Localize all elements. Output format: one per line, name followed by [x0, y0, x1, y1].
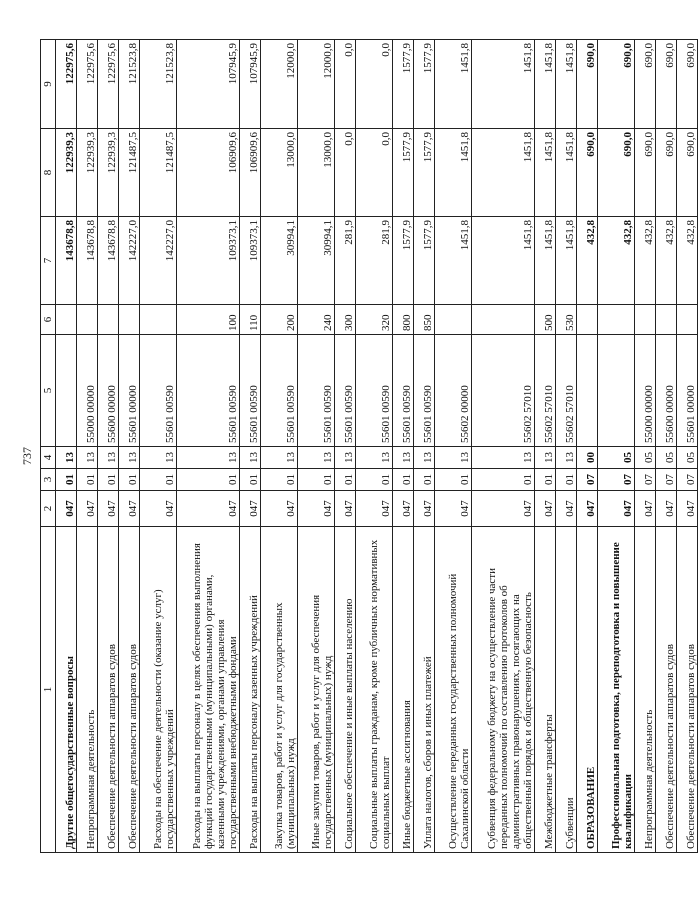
amount-year1-cell: 30994,1	[261, 217, 298, 305]
amount-year2-cell: 121487,5	[119, 129, 140, 217]
section-code-cell: 01	[177, 469, 240, 491]
amount-year2-cell: 13000,0	[261, 129, 298, 217]
table-row	[261, 40, 298, 853]
target-article-cell: 55601 00590	[414, 335, 435, 447]
row-name-cell: Иные бюджетные ассигнования	[393, 527, 414, 853]
target-article-cell	[577, 335, 598, 447]
amount-year3-cell: 1451,8	[556, 40, 577, 129]
amount-year1-cell: 109373,1	[177, 217, 240, 305]
row-name-cell: Непрограммная деятельность	[635, 527, 656, 853]
section-code-cell: 01	[414, 469, 435, 491]
amount-year2-cell: 690,0	[598, 129, 635, 217]
table-row	[635, 40, 656, 853]
amount-year1-cell: 1451,8	[535, 217, 556, 305]
target-article-cell: 55601 00590	[240, 335, 261, 447]
section-code-cell: 01	[298, 469, 335, 491]
admin-code-cell: 047	[56, 491, 77, 527]
row-name-cell: Расходы на выплаты персоналу в целях обеспечения выполнения функций государственными (муниципальными) органами, казенными учреждениями, органами управления государственными внебюджетными фондами	[177, 527, 240, 853]
header-row	[41, 40, 56, 853]
table-row	[598, 40, 635, 853]
subsection-code-cell: 05	[635, 447, 656, 469]
admin-code-cell: 047	[119, 491, 140, 527]
table-row	[414, 40, 435, 853]
admin-code-cell: 047	[298, 491, 335, 527]
section-code-cell: 01	[261, 469, 298, 491]
amount-year1-cell: 432,8	[577, 217, 598, 305]
section-code-cell: 01	[77, 469, 98, 491]
amount-year2-cell: 0,0	[335, 129, 356, 217]
amount-year3-cell: 1451,8	[472, 40, 535, 129]
budget-table	[40, 39, 698, 853]
admin-code-cell: 047	[435, 491, 472, 527]
amount-year2-cell: 1451,8	[556, 129, 577, 217]
target-article-cell: 55000 00000	[635, 335, 656, 447]
section-code-cell: 07	[577, 469, 598, 491]
subsection-code-cell: 13	[535, 447, 556, 469]
row-name-cell: Профессиональная подготовка, переподготовка и повышение квалификации	[598, 527, 635, 853]
row-name-cell: Иные закупки товаров, работ и услуг для обеспечения государственных (муниципальных) нужд	[298, 527, 335, 853]
header-cell: 4	[41, 447, 56, 469]
subsection-code-cell: 05	[598, 447, 635, 469]
amount-year3-cell: 690,0	[598, 40, 635, 129]
table-row	[240, 40, 261, 853]
row-name-cell: Уплата налогов, сборов и иных платежей	[414, 527, 435, 853]
header-cell: 9	[41, 40, 56, 129]
subsection-code-cell: 13	[298, 447, 335, 469]
target-article-cell: 55600 00000	[98, 335, 119, 447]
row-name-cell: Обеспечение деятельности аппаратов судов	[119, 527, 140, 853]
expense-type-cell	[140, 305, 177, 335]
admin-code-cell: 047	[556, 491, 577, 527]
subsection-code-cell: 13	[240, 447, 261, 469]
amount-year2-cell: 1451,8	[535, 129, 556, 217]
amount-year1-cell: 432,8	[656, 217, 677, 305]
section-code-cell: 01	[435, 469, 472, 491]
row-name-cell: Обеспечение деятельности аппаратов судов	[98, 527, 119, 853]
section-code-cell: 07	[656, 469, 677, 491]
target-article-cell: 55601 00590	[393, 335, 414, 447]
table-row	[356, 40, 393, 853]
admin-code-cell: 047	[261, 491, 298, 527]
section-code-cell: 07	[677, 469, 698, 491]
target-article-cell: 55601 00590	[335, 335, 356, 447]
target-article-cell	[56, 335, 77, 447]
amount-year1-cell: 1451,8	[435, 217, 472, 305]
subsection-code-cell: 13	[119, 447, 140, 469]
row-name-cell: Социальные выплаты гражданам, кроме публичных нормативных социальных выплат	[356, 527, 393, 853]
table-row	[177, 40, 240, 853]
amount-year1-cell: 142227,0	[140, 217, 177, 305]
amount-year2-cell: 1451,8	[472, 129, 535, 217]
row-name-cell: Закупка товаров, работ и услуг для государственных (муниципальных) нужд	[261, 527, 298, 853]
admin-code-cell: 047	[677, 491, 698, 527]
amount-year2-cell: 106909,6	[240, 129, 261, 217]
header-cell: 5	[41, 335, 56, 447]
admin-code-cell: 047	[77, 491, 98, 527]
amount-year3-cell: 122975,6	[56, 40, 77, 129]
table-body	[41, 40, 698, 853]
target-article-cell: 55601 00590	[298, 335, 335, 447]
amount-year1-cell: 432,8	[677, 217, 698, 305]
target-article-cell: 55601 00590	[261, 335, 298, 447]
row-name-cell: Субвенции	[556, 527, 577, 853]
table-row	[393, 40, 414, 853]
amount-year3-cell: 690,0	[635, 40, 656, 129]
subsection-code-cell: 13	[98, 447, 119, 469]
page-number: 737	[20, 447, 34, 465]
section-code-cell: 01	[56, 469, 77, 491]
table-row	[656, 40, 677, 853]
target-article-cell: 55601 00000	[119, 335, 140, 447]
amount-year3-cell: 690,0	[577, 40, 598, 129]
amount-year3-cell: 12000,0	[261, 40, 298, 129]
expense-type-cell	[119, 305, 140, 335]
row-name-cell: Расходы на выплаты персоналу казенных учреждений	[240, 527, 261, 853]
row-name-cell: Межбюджетные трансферты	[535, 527, 556, 853]
subsection-code-cell: 13	[56, 447, 77, 469]
amount-year1-cell: 1451,8	[556, 217, 577, 305]
admin-code-cell: 047	[414, 491, 435, 527]
section-code-cell: 01	[140, 469, 177, 491]
amount-year3-cell: 1451,8	[535, 40, 556, 129]
table-row	[98, 40, 119, 853]
amount-year1-cell: 1577,9	[393, 217, 414, 305]
amount-year2-cell: 122939,3	[56, 129, 77, 217]
row-name-cell: Другие общегосударственные вопросы	[56, 527, 77, 853]
amount-year3-cell: 0,0	[356, 40, 393, 129]
expense-type-cell: 800	[393, 305, 414, 335]
amount-year1-cell: 30994,1	[298, 217, 335, 305]
amount-year3-cell: 107945,9	[240, 40, 261, 129]
subsection-code-cell: 05	[656, 447, 677, 469]
table-row	[577, 40, 598, 853]
expense-type-cell: 300	[335, 305, 356, 335]
amount-year1-cell: 142227,0	[119, 217, 140, 305]
amount-year3-cell: 122975,6	[98, 40, 119, 129]
expense-type-cell	[56, 305, 77, 335]
amount-year1-cell: 432,8	[598, 217, 635, 305]
expense-type-cell	[435, 305, 472, 335]
subsection-code-cell: 13	[77, 447, 98, 469]
table-row	[472, 40, 535, 853]
subsection-code-cell: 05	[677, 447, 698, 469]
admin-code-cell: 047	[535, 491, 556, 527]
amount-year2-cell: 1451,8	[435, 129, 472, 217]
amount-year3-cell: 121523,8	[140, 40, 177, 129]
expense-type-cell: 100	[177, 305, 240, 335]
row-name-cell: Осуществление переданных государственных полномочий Сахалинской области	[435, 527, 472, 853]
expense-type-cell	[635, 305, 656, 335]
expense-type-cell: 320	[356, 305, 393, 335]
expense-type-cell	[598, 305, 635, 335]
amount-year2-cell: 121487,5	[140, 129, 177, 217]
expense-type-cell: 240	[298, 305, 335, 335]
header-cell: 7	[41, 217, 56, 305]
admin-code-cell: 047	[598, 491, 635, 527]
amount-year3-cell: 1577,9	[414, 40, 435, 129]
section-code-cell: 01	[356, 469, 393, 491]
table-row	[298, 40, 335, 853]
amount-year3-cell: 1451,8	[435, 40, 472, 129]
amount-year1-cell: 281,9	[335, 217, 356, 305]
target-article-cell: 55602 57010	[535, 335, 556, 447]
expense-type-cell	[677, 305, 698, 335]
admin-code-cell: 047	[240, 491, 261, 527]
row-name-cell: Субвенция федеральному бюджету на осуществление части переданных полномочий по составлению протоколов об административных правонарушениях, посягающих на общественный порядок и общественную безопасность	[472, 527, 535, 853]
target-article-cell: 55602 00000	[435, 335, 472, 447]
table-row	[556, 40, 577, 853]
expense-type-cell: 200	[261, 305, 298, 335]
amount-year3-cell: 122975,6	[77, 40, 98, 129]
amount-year1-cell: 143678,8	[98, 217, 119, 305]
subsection-code-cell: 13	[435, 447, 472, 469]
expense-type-cell: 110	[240, 305, 261, 335]
subsection-code-cell: 13	[414, 447, 435, 469]
section-code-cell: 07	[598, 469, 635, 491]
admin-code-cell: 047	[577, 491, 598, 527]
amount-year3-cell: 690,0	[677, 40, 698, 129]
subsection-code-cell: 13	[556, 447, 577, 469]
row-name-cell: Расходы на обеспечение деятельности (оказание услуг) государственных учреждений	[140, 527, 177, 853]
subsection-code-cell: 13	[335, 447, 356, 469]
amount-year2-cell: 690,0	[656, 129, 677, 217]
amount-year1-cell: 143678,8	[56, 217, 77, 305]
admin-code-cell: 047	[177, 491, 240, 527]
target-article-cell: 55601 00590	[356, 335, 393, 447]
table-row	[119, 40, 140, 853]
amount-year1-cell: 1577,9	[414, 217, 435, 305]
row-name-cell: Обеспечение деятельности аппаратов судов	[656, 527, 677, 853]
table-row	[677, 40, 698, 853]
target-article-cell	[598, 335, 635, 447]
target-article-cell: 55601 00590	[177, 335, 240, 447]
section-code-cell: 01	[240, 469, 261, 491]
admin-code-cell: 047	[635, 491, 656, 527]
table-row	[56, 40, 77, 853]
amount-year3-cell: 121523,8	[119, 40, 140, 129]
amount-year2-cell: 690,0	[677, 129, 698, 217]
amount-year1-cell: 1451,8	[472, 217, 535, 305]
target-article-cell: 55602 57010	[556, 335, 577, 447]
amount-year2-cell: 122939,3	[77, 129, 98, 217]
admin-code-cell: 047	[356, 491, 393, 527]
target-article-cell: 55000 00000	[77, 335, 98, 447]
expense-type-cell	[577, 305, 598, 335]
subsection-code-cell: 13	[140, 447, 177, 469]
subsection-code-cell: 13	[393, 447, 414, 469]
admin-code-cell: 047	[656, 491, 677, 527]
target-article-cell: 55601 00590	[140, 335, 177, 447]
amount-year2-cell: 1577,9	[414, 129, 435, 217]
amount-year2-cell: 690,0	[577, 129, 598, 217]
subsection-code-cell: 00	[577, 447, 598, 469]
row-name-cell: ОБРАЗОВАНИЕ	[577, 527, 598, 853]
header-cell: 6	[41, 305, 56, 335]
table-row	[535, 40, 556, 853]
amount-year2-cell: 1577,9	[393, 129, 414, 217]
expense-type-cell	[656, 305, 677, 335]
subsection-code-cell: 13	[177, 447, 240, 469]
section-code-cell: 01	[535, 469, 556, 491]
subsection-code-cell: 13	[472, 447, 535, 469]
section-code-cell: 01	[472, 469, 535, 491]
amount-year2-cell: 122939,3	[98, 129, 119, 217]
amount-year3-cell: 0,0	[335, 40, 356, 129]
target-article-cell: 55600 00000	[656, 335, 677, 447]
section-code-cell: 07	[635, 469, 656, 491]
amount-year1-cell: 109373,1	[240, 217, 261, 305]
row-name-cell: Обеспечение деятельности аппаратов судов	[677, 527, 698, 853]
expense-type-cell	[472, 305, 535, 335]
expense-type-cell: 530	[556, 305, 577, 335]
amount-year1-cell: 281,9	[356, 217, 393, 305]
row-name-cell: Социальное обеспечение и иные выплаты населению	[335, 527, 356, 853]
subsection-code-cell: 13	[356, 447, 393, 469]
section-code-cell: 01	[335, 469, 356, 491]
amount-year2-cell: 0,0	[356, 129, 393, 217]
amount-year3-cell: 1577,9	[393, 40, 414, 129]
table-row	[77, 40, 98, 853]
amount-year2-cell: 13000,0	[298, 129, 335, 217]
table-row	[140, 40, 177, 853]
expense-type-cell	[98, 305, 119, 335]
amount-year1-cell: 143678,8	[77, 217, 98, 305]
section-code-cell: 01	[119, 469, 140, 491]
row-name-cell: Непрограммная деятельность	[77, 527, 98, 853]
header-cell: 2	[41, 491, 56, 527]
amount-year2-cell: 106909,6	[177, 129, 240, 217]
section-code-cell: 01	[393, 469, 414, 491]
target-article-cell: 55602 57010	[472, 335, 535, 447]
table-row	[435, 40, 472, 853]
expense-type-cell: 500	[535, 305, 556, 335]
section-code-cell: 01	[556, 469, 577, 491]
amount-year2-cell: 690,0	[635, 129, 656, 217]
section-code-cell: 01	[98, 469, 119, 491]
header-cell: 8	[41, 129, 56, 217]
admin-code-cell: 047	[335, 491, 356, 527]
admin-code-cell: 047	[98, 491, 119, 527]
table-row	[335, 40, 356, 853]
amount-year3-cell: 12000,0	[298, 40, 335, 129]
header-cell: 1	[41, 527, 56, 853]
subsection-code-cell: 13	[261, 447, 298, 469]
expense-type-cell	[77, 305, 98, 335]
target-article-cell: 55601 00000	[677, 335, 698, 447]
admin-code-cell: 047	[140, 491, 177, 527]
amount-year3-cell: 107945,9	[177, 40, 240, 129]
admin-code-cell: 047	[393, 491, 414, 527]
admin-code-cell: 047	[472, 491, 535, 527]
amount-year3-cell: 690,0	[656, 40, 677, 129]
amount-year1-cell: 432,8	[635, 217, 656, 305]
header-cell: 3	[41, 469, 56, 491]
expense-type-cell: 850	[414, 305, 435, 335]
